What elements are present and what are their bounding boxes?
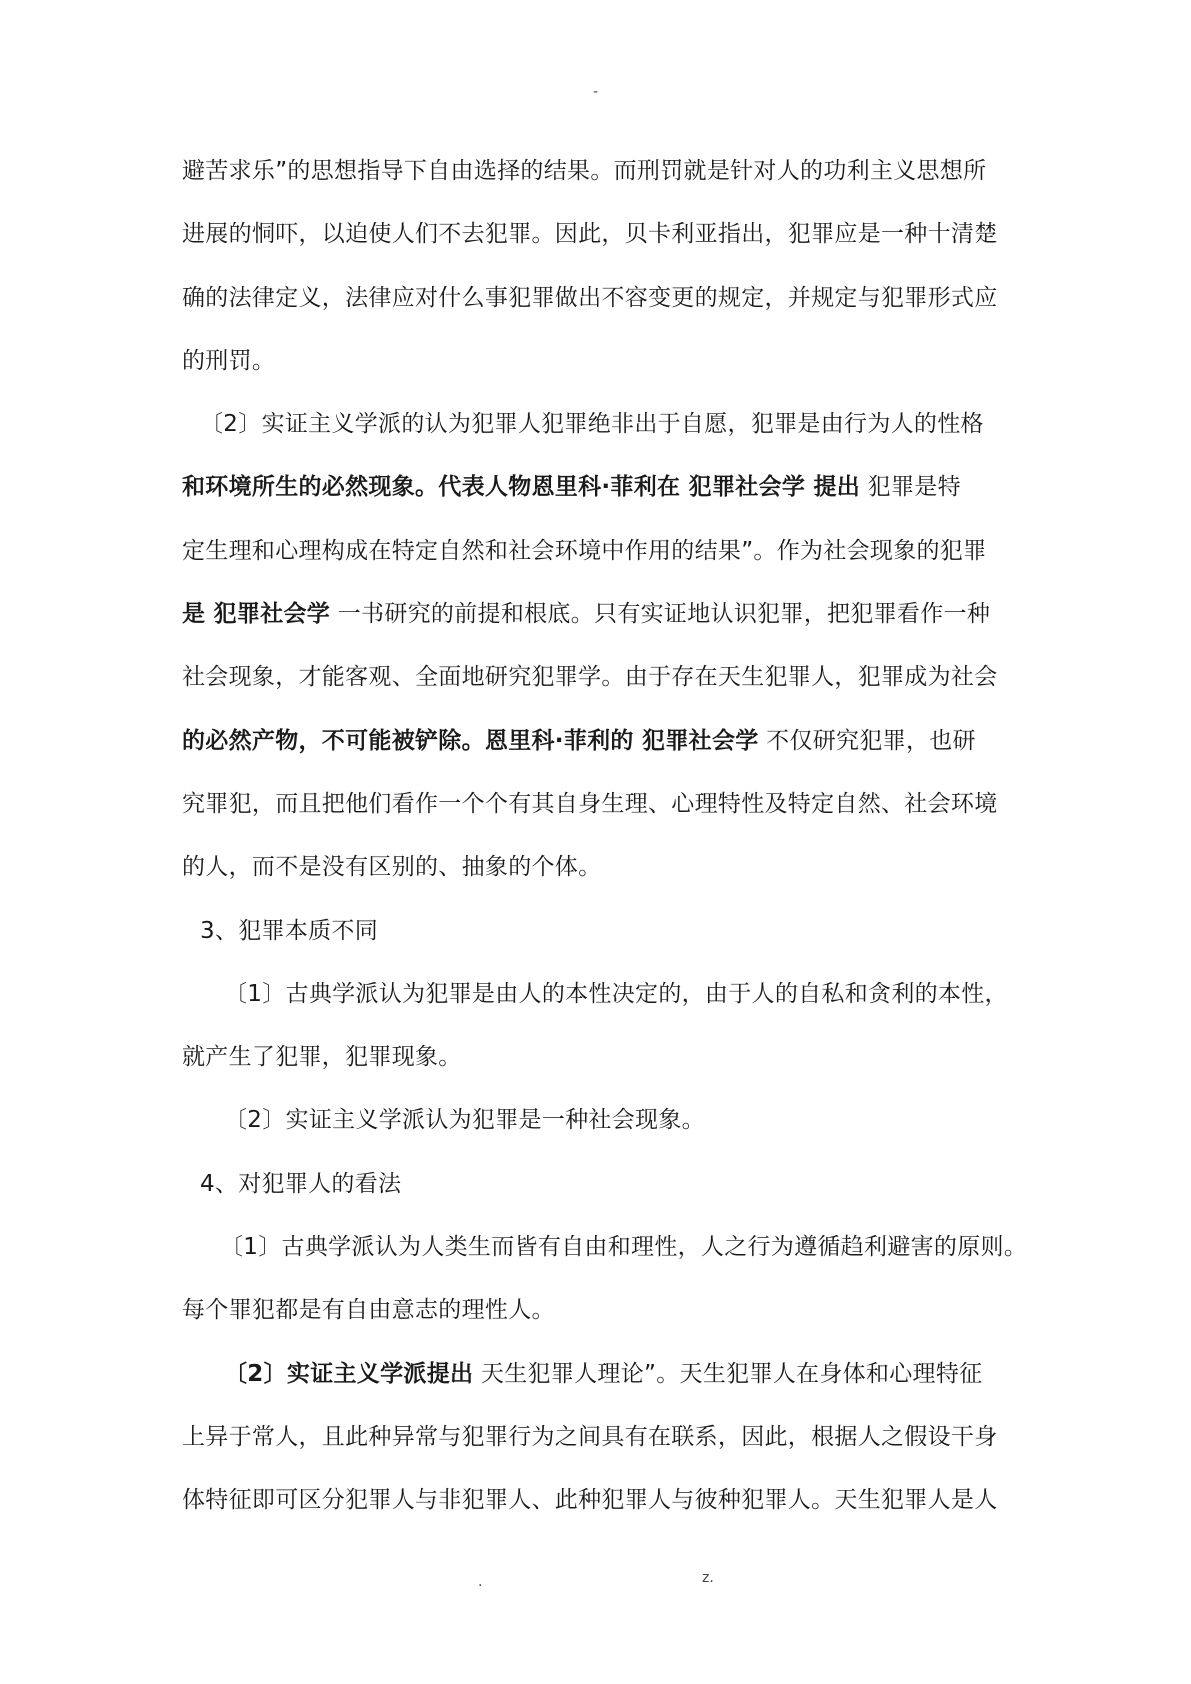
text-line: 〔1〕古典学派认为人类生而皆有自由和理性，人之行为遵循趋利避害的原则。 — [220, 1234, 1028, 1261]
text-run: 天生犯罪人理论”。天生犯罪人在身体和心理特征 — [473, 1360, 983, 1387]
footer-page-mark: z. — [702, 1570, 714, 1586]
section-heading: 4、对犯罪人的看法 — [200, 1170, 402, 1197]
text-line: 〔2〕实证主义学派认为犯罪是一种社会现象。 — [224, 1107, 705, 1134]
text-line — [182, 456, 1027, 519]
bold-run: 的必然产物，不可能被铲除。恩里科·菲利的 犯罪社会学 — [182, 727, 759, 754]
text-line: 每个罪犯都是有自由意志的理性人。 — [182, 1297, 555, 1324]
text-line: 体特征即可区分犯罪人与非犯罪人、此种犯罪人与彼种犯罪人。天生犯罪人是人 — [182, 1487, 998, 1514]
text-line — [182, 710, 1027, 773]
text-line: 定生理和心理构成在特定自然和社会环境中作用的结果”。作为社会现象的犯罪 — [182, 537, 987, 564]
text-run: 不仅研究犯罪，也研 — [758, 727, 976, 754]
text-line — [182, 1343, 1027, 1406]
text-line: 究罪犯，而且把他们看作一个个有其自身生理、心理特性及特定自然、社会环境 — [182, 790, 998, 817]
text-line: 进展的恫吓，以迫使人们不去犯罪。因此，贝卡利亚指出，犯罪应是一种十清楚 — [182, 221, 998, 248]
header-mark: - — [592, 84, 599, 100]
text-line: 〔2〕实证主义学派的认为犯罪人犯罪绝非出于自愿，犯罪是由行为人的性格 — [200, 411, 984, 438]
bold-run: 〔2〕实证主义学派提出 — [224, 1360, 474, 1387]
section-heading: 3、犯罪本质不同 — [200, 917, 379, 944]
page-body — [182, 140, 1027, 1533]
text-line: 的刑罚。 — [182, 347, 276, 374]
text-line: 〔1〕古典学派认为犯罪是由人的本性决定的，由于人的自私和贪利的本性， — [224, 980, 1008, 1007]
text-run: 一书研究的前提和根底。只有实证地认识犯罪，把犯罪看作一种 — [330, 601, 991, 628]
text-line: 确的法律定义，法律应对什么事犯罪做出不容变更的规定，并规定与犯罪形式应 — [182, 284, 998, 311]
footer-dot: . — [478, 1574, 483, 1590]
text-line: 社会现象，才能客观、全面地研究犯罪学。由于存在天生犯罪人，犯罪成为社会 — [182, 664, 998, 691]
text-line: 上异于常人，且此种异常与犯罪行为之间具有在联系，因此，根据人之假设干身 — [182, 1423, 998, 1450]
text-line: 避苦求乐”的思想指导下自由选择的结果。而刑罚就是针对人的功利主义思想所 — [182, 158, 987, 184]
bold-run: 是 犯罪社会学 — [182, 601, 331, 628]
text-line — [182, 583, 1027, 646]
text-line: 的人，而不是没有区别的、抽象的个体。 — [182, 854, 602, 881]
bold-run: 和环境所生的必然现象。代表人物恩里科·菲利在 犯罪社会学 提出 — [182, 474, 861, 501]
text-line: 就产生了犯罪，犯罪现象。 — [182, 1044, 462, 1071]
text-run: 犯罪是特 — [860, 474, 961, 501]
